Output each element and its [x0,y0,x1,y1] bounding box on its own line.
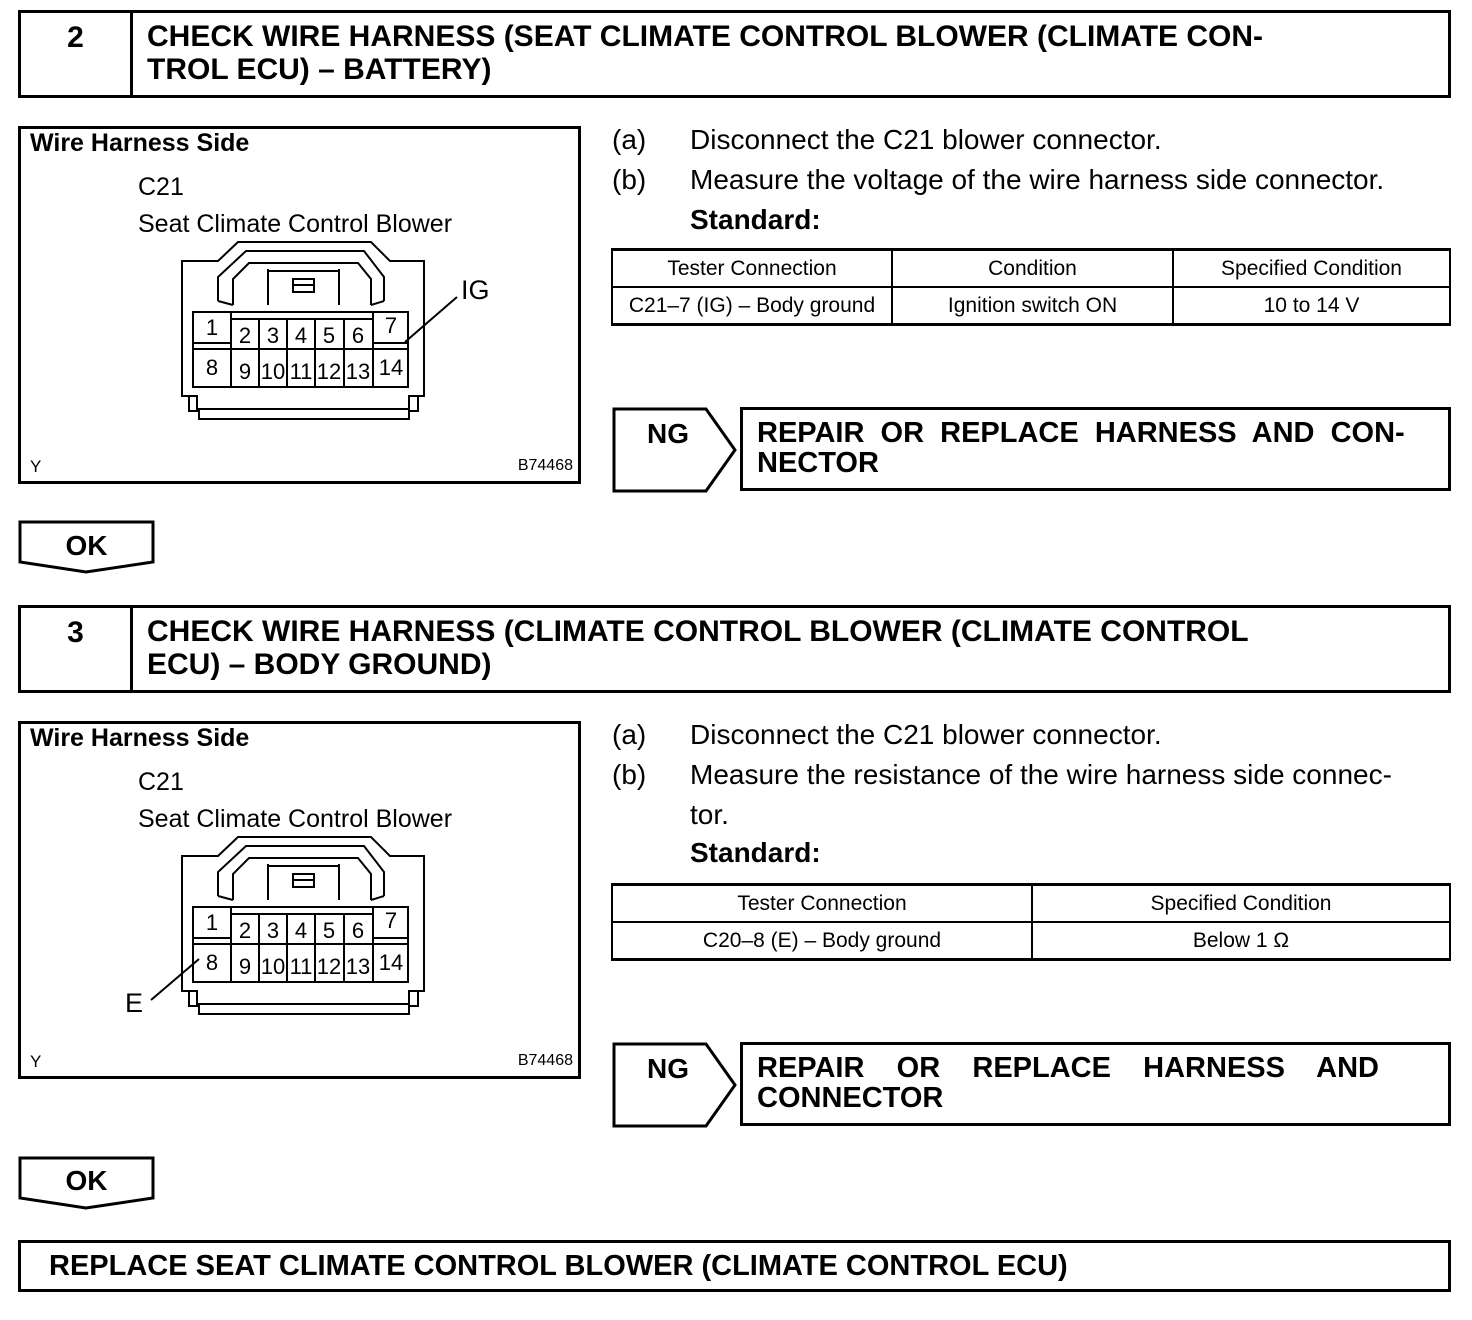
pin-8: 8 [205,355,219,380]
pin-12: 12 [316,954,342,979]
pin-14: 14 [378,950,404,975]
ng-action-box [740,1042,1451,1126]
step-3-spec-table [611,883,1451,961]
connector-diagram [21,129,578,481]
pin-3: 3 [266,918,280,943]
table-header: Tester Connection [612,885,1032,923]
pin-tag-ig: IG [461,275,490,305]
ok-label: OK [65,530,108,561]
instruction-text-a: Disconnect the C21 blower connector. [690,124,1162,155]
ng-action-line-2: NECTOR [757,447,879,479]
pin-9: 9 [238,954,252,979]
pin-5: 5 [322,323,336,348]
instruction-mark-b: (b) [612,164,647,195]
table-header: Tester Connection [612,250,892,288]
connector-diagram [21,724,578,1076]
pin-tag-e: E [125,988,144,1018]
standard-label: Standard: [690,837,821,868]
pin-7: 7 [384,908,398,933]
standard-label: Standard: [690,204,821,235]
step-title [133,13,1448,95]
step-3-header [18,605,1451,693]
pin-13: 13 [345,954,371,979]
pin-8: 8 [205,950,219,975]
pin-6: 6 [351,323,365,348]
ng-label: NG [647,1053,689,1084]
step-number: 2 [21,13,133,95]
pin-1: 1 [205,910,219,935]
table-header: Specified Condition [1173,250,1450,288]
pin-6: 6 [351,918,365,943]
pin-7: 7 [384,313,398,338]
step-2-spec-table [611,248,1451,326]
step-3-instructions [612,715,1462,875]
ng-action-line-1: REPAIR OR REPLACE HARNESS AND [757,1052,1379,1084]
table-cell: C21–7 (IG) – Body ground [612,287,892,325]
pin-13: 13 [345,359,371,384]
step-title-line-1: CHECK WIRE HARNESS (CLIMATE CONTROL BLOWER (CLIMATE CONTROL [147,615,1249,648]
pin-4: 4 [294,323,308,348]
table-header: Specified Condition [1032,885,1450,923]
figure-title: Wire Harness Side [30,129,250,157]
step-3-connector-figure [18,721,581,1079]
table-cell: C20–8 (E) – Body ground [612,922,1032,960]
figure-corner-left: Y [30,1052,42,1071]
pin-14: 14 [378,355,404,380]
step-number: 3 [21,608,133,690]
pin-10: 10 [260,954,286,979]
instruction-text-b: Measure the resistance of the wire harness side connec- [690,759,1392,790]
pin-11: 11 [289,954,313,979]
pin-4: 4 [294,918,308,943]
step-title-line-2: ECU) – BODY GROUND) [147,648,492,681]
step-title-line-2: TROL ECU) – BATTERY) [147,53,492,86]
instruction-mark-a: (a) [612,124,647,155]
connector-code: C21 [138,768,184,796]
table-cell: 10 to 14 V [1173,287,1450,325]
pin-5: 5 [322,918,336,943]
ng-action-box [740,407,1451,491]
instruction-text-b-cont: tor. [690,799,729,830]
table-cell: Ignition switch ON [892,287,1173,325]
figure-title: Wire Harness Side [30,724,250,752]
instruction-mark-a: (a) [612,719,647,750]
figure-code: B74468 [517,1052,573,1069]
pin-3: 3 [266,323,280,348]
instruction-mark-b: (b) [612,759,647,790]
step-2-connector-figure [18,126,581,484]
ok-label: OK [65,1165,108,1196]
final-action-box [18,1240,1451,1292]
component-name: Seat Climate Control Blower [138,805,453,833]
component-name: Seat Climate Control Blower [138,210,453,238]
pin-9: 9 [238,359,252,384]
instruction-text-b: Measure the voltage of the wire harness side connector. [690,164,1385,195]
pin-10: 10 [260,359,286,384]
ng-label: NG [647,418,689,449]
table-cell: Below 1 Ω [1032,922,1450,960]
pin-2: 2 [238,918,252,943]
final-action-text: REPLACE SEAT CLIMATE CONTROL BLOWER (CLIMATE CONTROL ECU) [49,1250,1068,1282]
ng-action-line-2: CONNECTOR [757,1082,944,1114]
pin-12: 12 [316,359,342,384]
connector-code: C21 [138,173,184,201]
figure-corner-left: Y [30,457,42,476]
step-title-line-1: CHECK WIRE HARNESS (SEAT CLIMATE CONTROL BLOWER (CLIMATE CON- [147,20,1264,53]
pin-1: 1 [205,315,219,340]
pin-2: 2 [238,323,252,348]
ng-action-line-1: REPAIR OR REPLACE HARNESS AND CON- [757,417,1405,449]
step-2-instructions [612,120,1462,240]
figure-code: B74468 [517,457,573,474]
step-title [133,608,1448,690]
pin-11: 11 [289,359,313,384]
step-2-header [18,10,1451,98]
instruction-text-a: Disconnect the C21 blower connector. [690,719,1162,750]
table-header: Condition [892,250,1173,288]
